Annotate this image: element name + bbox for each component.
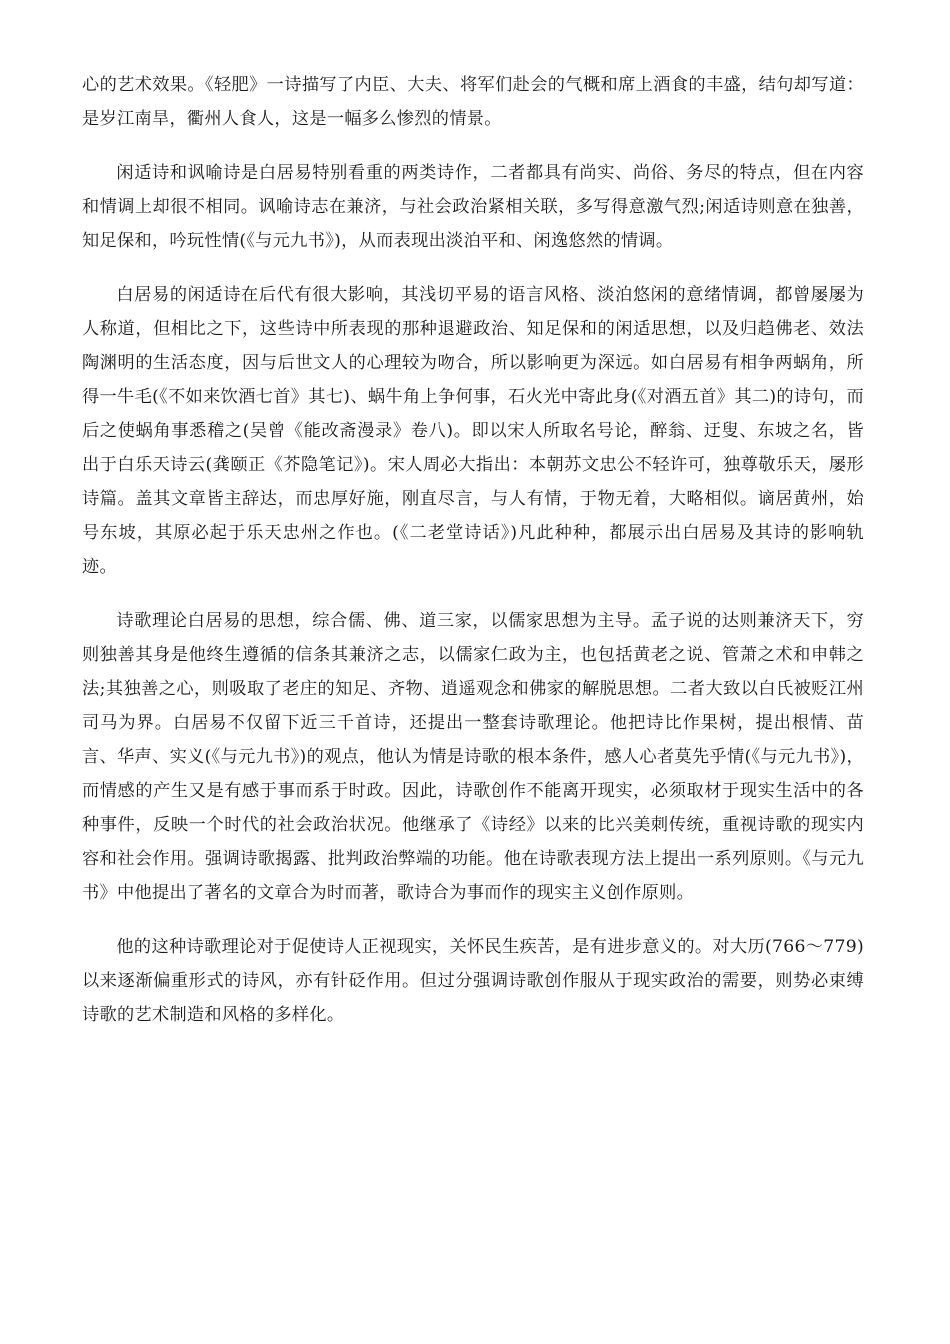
paragraph-theory-evaluation: 他的这种诗歌理论对于促使诗人正视现实，关怀民生疾苦，是有进步意义的。对大历(766～779)以来逐渐偏重形式的诗风，亦有针砭作用。但过分强调诗歌创作服从于现实政治的需要，则势必束缚诗歌的艺术制造和风格的多样化。 [82, 937, 864, 1025]
paragraph-leisure-vs-satirical: 闲适诗和讽喻诗是白居易特别看重的两类诗作，二者都具有尚实、尚俗、务尽的特点，但在内容和情调上却很不相同。讽喻诗志在兼济，与社会政治紧相关联，多写得意激气烈;闲适诗则意在独善，知足保和，吟玩性情(《与元九书》)，从而表现出淡泊平和、闲逸悠然的情调。 [82, 163, 864, 251]
paragraph-poetic-theory: 诗歌理论白居易的思想，综合儒、佛、道三家，以儒家思想为主导。孟子说的达则兼济天下，穷则独善其身是他终生遵循的信条其兼济之志，以儒家仁政为主，也包括黄老之说、管萧之术和申韩之法;其独善之心，则吸取了老庄的知足、齐物、逍遥观念和佛家的解脱思想。二者大致以白氏被贬江州司马为界。白居易不仅留下近三千首诗，还提出一整套诗歌理论。他把诗比作果树，提出根情、苗言、华声、实义(《与元九书》)的观点，他认为情是诗歌的根本条件，感人心者莫先乎情(《与元九书》)，而情感的产生又是有感于事而系于时政。因此，诗歌创作不能离开现实，必须取材于现实生活中的各种事件，反映一个时代的社会政治状况。他继承了《诗经》以来的比兴美刺传统，重视诗歌的现实内容和社会作用。强调诗歌揭露、批判政治弊端的功能。他在诗歌表现方法上提出一系列原则。《与元九书》中他提出了著名的文章合为时而著，歌诗合为事而作的现实主义创作原则。 [82, 611, 864, 903]
paragraph-continuation: 心的艺术效果。《轻肥》一诗描写了内臣、大夫、将军们赴会的气概和席上酒食的丰盛，结句却写道：是岁江南旱，衢州人食人，这是一幅多么惨烈的情景。 [82, 75, 864, 129]
paragraph-leisure-influence: 白居易的闲适诗在后代有很大影响，其浅切平易的语言风格、淡泊悠闲的意绪情调，都曾屡屡为人称道，但相比之下，这些诗中所表现的那种退避政治、知足保和的闲适思想，以及归趋佛老、效法陶渊明的生活态度，因与后世文人的心理较为吻合，所以影响更为深远。如白居易有相争两蜗角，所得一牛毛(《不如来饮酒七首》其七)、蜗牛角上争何事，石火光中寄此身(《对酒五首》其二)的诗句，而后之使蜗角事悉稽之(吴曾《能改斋漫录》卷八)。即以宋人所取名号论，醉翁、迂叟、东坡之名，皆出于白乐天诗云(龚颐正《芥隐笔记》)。宋人周必大指出：本朝苏文忠公不轻许可，独尊敬乐天，屡形诗篇。盖其文章皆主辞达，而忠厚好施，刚直尽言，与人有情，于物无着，大略相似。谪居黄州，始号东坡，其原必起于乐天忠州之作也。(《二老堂诗话》)凡此种种，都展示出白居易及其诗的影响轨迹。 [82, 285, 864, 577]
document-page [82, 68, 864, 1052]
